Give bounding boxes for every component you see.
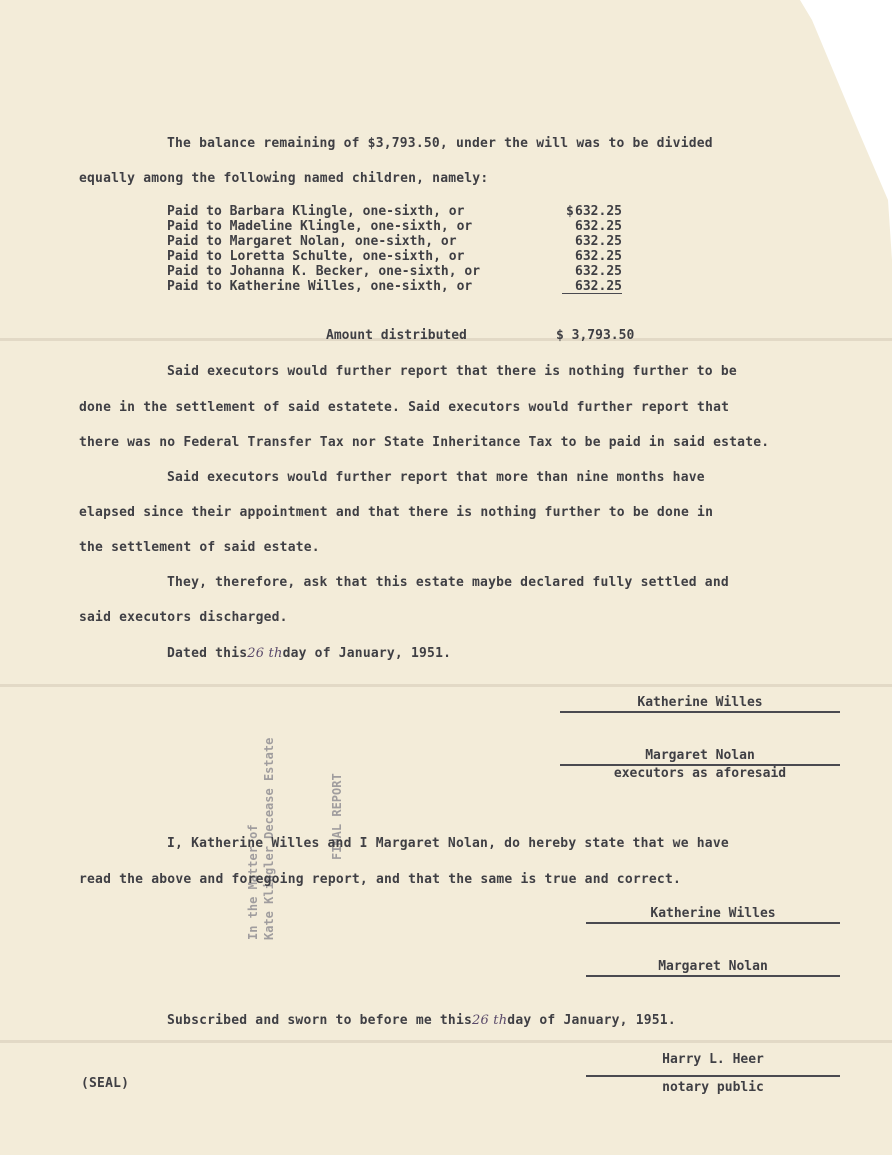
months-line-3: the settlement of said estate. <box>79 540 320 555</box>
executor-signature-1: Katherine Willes <box>637 695 763 710</box>
seal-label: (SEAL) <box>81 1076 130 1091</box>
payee-label: Paid to Madeline Klingle, one-sixth, or <box>167 219 473 234</box>
nothing-line-2: done in the settlement of said estatete. Said executors would further report that <box>79 400 730 415</box>
stamp-line-1: In the Matter of <box>246 824 260 940</box>
fold-crease <box>0 684 892 687</box>
total-amount: $ 3,793.50 <box>556 328 635 343</box>
payee-amount: 632.25 <box>575 264 622 279</box>
nothing-line-3: there was no Federal Transfer Tax nor State Inheritance Tax to be paid in said estate. <box>79 435 770 450</box>
distribution-row <box>167 279 627 294</box>
signature-line <box>586 975 840 977</box>
therefore-line-1: They, therefore, ask that this estate maybe declared fully settled and <box>167 575 729 590</box>
payee-amount: 632.25 <box>575 234 622 249</box>
distribution-row <box>167 249 627 264</box>
executor-caption: executors as aforesaid <box>613 766 787 781</box>
payee-amount: 632.25 <box>575 219 622 234</box>
signature-line <box>560 711 840 713</box>
therefore-line-2: said executors discharged. <box>79 610 288 625</box>
distribution-table <box>167 204 627 294</box>
dated-prefix: Dated this <box>167 646 248 661</box>
oath-line-1: I, Katherine Willes and I Margaret Nolan, do hereby state that we have <box>167 836 729 851</box>
payee-amount: 632.25 <box>575 204 622 219</box>
payee-amount: 632.25 <box>575 249 622 264</box>
payee-label: Paid to Loretta Schulte, one-sixth, or <box>167 249 465 264</box>
payee-amount: 632.25 <box>562 279 622 294</box>
payee-label: Paid to Katherine Willes, one-sixth, or <box>167 279 473 294</box>
dated-line <box>167 646 451 661</box>
stamp-line-2: Kate Klingler Decease Estate <box>262 737 276 940</box>
payee-label: Paid to Margaret Nolan, one-sixth, or <box>167 234 457 249</box>
oath-signature-2: Margaret Nolan <box>658 959 768 974</box>
fold-crease <box>0 1040 892 1043</box>
payee-label: Paid to Johanna K. Becker, one-sixth, or <box>167 264 481 279</box>
distribution-row <box>167 234 627 249</box>
sworn-suffix: day of January, 1951. <box>507 1013 676 1028</box>
signature-line <box>586 922 840 924</box>
balance-line-2: equally among the following named children, namely: <box>79 171 489 186</box>
distribution-row <box>167 204 627 219</box>
months-line-1: Said executors would further report that more than nine months have <box>167 470 705 485</box>
notary-caption: notary public <box>662 1080 764 1095</box>
balance-line-1: The balance remaining of $3,793.50, under the will was to be divided <box>167 136 713 151</box>
sworn-prefix: Subscribed and sworn to before me this <box>167 1013 473 1028</box>
oath-line-2: read the above and foregoing report, and that the same is true and correct. <box>79 872 681 887</box>
signature-line <box>586 1075 840 1077</box>
payee-label: Paid to Barbara Klingle, one-sixth, or <box>167 204 465 219</box>
total-label: Amount distributed <box>326 328 467 343</box>
stamp-line-3: FINAL REPORT <box>330 773 344 860</box>
dollar-sign: $ <box>566 204 574 219</box>
months-line-2: elapsed since their appointment and that there is nothing further to be done in <box>79 505 714 520</box>
sworn-line <box>167 1013 676 1028</box>
executor-signature-2: Margaret Nolan <box>645 748 755 763</box>
dated-handwritten-day: 26 th <box>247 646 283 661</box>
oath-signature-1: Katherine Willes <box>650 906 776 921</box>
distribution-row <box>167 219 627 234</box>
distribution-row <box>167 264 627 279</box>
dated-suffix: day of January, 1951. <box>282 646 452 661</box>
sworn-handwritten-day: 26 th <box>472 1013 508 1028</box>
nothing-line-1: Said executors would further report that there is nothing further to be <box>167 364 737 379</box>
notary-name: Harry L. Heer <box>662 1052 764 1067</box>
